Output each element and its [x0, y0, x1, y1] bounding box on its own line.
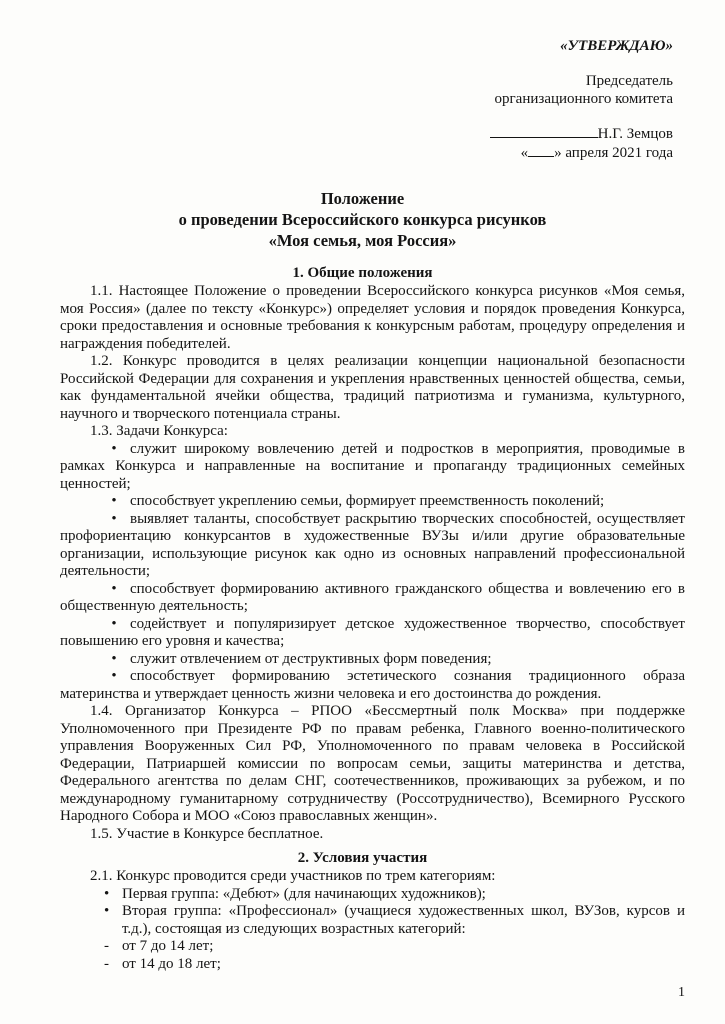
section-1-heading: 1. Общие положения [292, 265, 433, 281]
section-2-body [60, 868, 685, 973]
signature-line [490, 125, 673, 144]
section-1-body [60, 283, 685, 843]
task-item [60, 511, 685, 581]
chairman-line-2: организационного комитета [494, 91, 673, 107]
bullet-mark: • [111, 440, 117, 457]
task-text: служит отвлечением от деструктивных форм поведения; [130, 650, 492, 667]
bullet-mark: • [111, 650, 117, 667]
title-line-3: «Моя семья, моя Россия» [268, 231, 457, 250]
paragraph-1-1: 1.1. Настоящее Положение о проведении Всероссийского конкурса рисунков «Моя семья, моя Россия» (далее по тексту «Конкурс») определяет условия и порядок проведения Конкурса, сроки предоставления и основные требования к конкурсным работам, процедуру определения и награждения победителей. [60, 283, 685, 352]
bullet-mark: • [111, 510, 117, 527]
paragraph-2-1: 2.1. Конкурс проводится среди участников по трем категориям: [90, 868, 496, 884]
dash-mark: - [104, 938, 109, 954]
paragraph-1-5: 1.5. Участие в Конкурсе бесплатное. [90, 825, 324, 842]
paragraph-1-4: 1.4. Организатор Конкурса – РПОО «Бессмертный полк Москва» при поддержке Уполномоченного при Президенте РФ по правам ребенка, Главного военно-политического управления Вооруженных Сил РФ, Уполномоченного по правам человека в Российской Федерации, Патриаршей комиссии по вопросам семьи, защиты материнства и детства, Федерального агентства по делам СНГ, соотечественников, проживающих за рубежом, и по международному гуманитарному сотрудничеству (Россотрудничество), Всемирного Русского Народного Собора и МОО «Союз православных женщин». [60, 703, 685, 824]
approval-stamp: «УТВЕРЖДАЮ» [560, 38, 673, 54]
date-text: » апреля 2021 года [554, 145, 673, 161]
bullet-mark: • [111, 615, 117, 632]
title-line-2: о проведении Всероссийского конкурса рисунков [178, 210, 547, 229]
document-title [0, 188, 725, 251]
date-open-quote: « [520, 145, 529, 161]
task-text: служит широкому вовлечению детей и подростков в мероприятия, проводимые в рамках Конкурса и направленные на воспитание и пропаганду традиционных семейных ценностей; [60, 440, 685, 492]
group-item [60, 886, 685, 904]
title-line-1: Положение [320, 189, 405, 208]
bullet-mark: • [104, 903, 110, 919]
group-item [60, 903, 685, 938]
age-item [60, 956, 685, 974]
bullet-mark: • [111, 493, 117, 509]
task-item [60, 581, 685, 616]
task-item [60, 651, 685, 669]
paragraph-1-3: 1.3. Задачи Конкурса: [90, 423, 228, 439]
chairman-title [495, 72, 673, 108]
signature-block [490, 125, 673, 163]
chairman-line-1: Председатель [585, 73, 673, 89]
age-item [60, 938, 685, 956]
task-text: выявляет таланты, способствует раскрытию творческих способностей, осуществляет профориентацию конкурсантов в художественные ВУЗы и/или другие образовательные организации, использующие рисунок как одно из основных направлений профессиональной деятельности; [60, 510, 685, 579]
signer-name: Н.Г. Земцов [597, 126, 673, 142]
bullet-mark: • [111, 580, 117, 597]
bullet-mark: • [104, 885, 110, 902]
task-text: способствует формированию активного гражданского общества и вовлечению его в общественную деятельность; [60, 580, 685, 614]
dash-mark: - [104, 955, 109, 972]
age-text: от 7 до 14 лет; [122, 938, 214, 954]
section-2-heading: 2. Условия участия [297, 850, 428, 866]
age-text: от 14 до 18 лет; [122, 955, 221, 972]
task-text: способствует формированию эстетического сознания традиционного образа материнства и утверждает ценность жизни человека и его достоинства до рождения. [60, 668, 685, 702]
page-number: 1 [678, 985, 685, 1000]
task-item [60, 493, 685, 511]
tasks-list [60, 441, 685, 704]
task-text: содействует и популяризирует детское художественное творчество, способствует повышению его уровня и качества; [60, 615, 685, 649]
group-text: Вторая группа: «Профессионал» (учащиеся художественных школ, ВУЗов, курсов и т.д.), состоящая из следующих возрастных категорий: [122, 903, 685, 937]
task-text: способствует укреплению семьи, формирует преемственность поколений; [130, 493, 605, 509]
paragraph-1-2: 1.2. Конкурс проводится в целях реализации концепции национальной безопасности Российской Федерации для сохранения и укрепления нравственных ценностей общества, семьи, как фундаментальной ячейки общества, традиций патриотизма и гуманизма, культурного, научного и творческого потенциала страны. [60, 353, 685, 422]
group-text: Первая группа: «Дебют» (для начинающих художников); [122, 885, 486, 902]
signature-blank [490, 125, 598, 138]
date-blank [528, 144, 554, 157]
task-item [60, 441, 685, 494]
bullet-mark: • [111, 668, 117, 684]
task-item [60, 616, 685, 651]
task-item [60, 668, 685, 703]
approval-date [490, 144, 673, 163]
